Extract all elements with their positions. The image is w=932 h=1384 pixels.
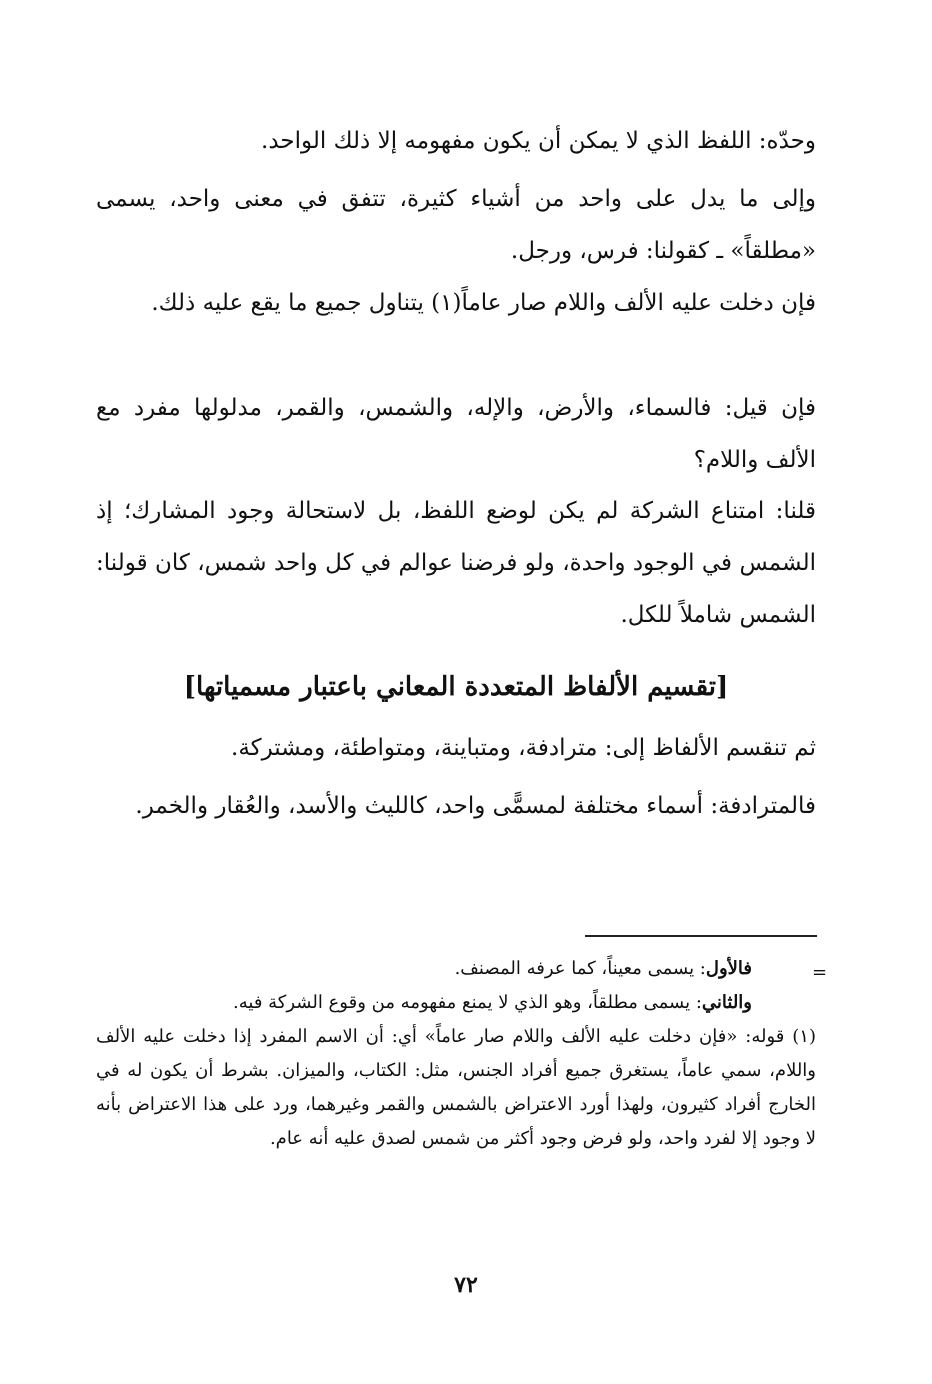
paragraph-text: قلنا: امتناع الشركة لم يكن لوضع اللفظ، بل لاستحالة وجود المشارك؛ إذ الشمس في الوجود واحدة، ولو فرضنا عوالم في كل واحد شمس، كان قولنا: الشمس شاملاً للكل. [96,498,816,628]
paragraph-reply [96,485,816,641]
footnote-text: : يسمى مطلقاً، وهو الذي لا يمنع مفهومه من وقوع الشركة فيه. [233,992,702,1013]
footnote-number: (١) [792,1026,816,1047]
section-heading: [تقسيم الألفاظ المتعددة المعاني باعتبار مسمياتها] [183,672,729,702]
paragraph-mutlaq [96,173,816,277]
paragraph-text: ثم تنقسم الألفاظ إلى: مترادفة، ومتباينة، ومتواطئة، ومشتركة. [231,735,816,761]
footnote-term: فالأول [705,958,752,979]
footnote-text: قوله: «فإن دخلت عليه الألف واللام صار عاماً» أي: أن الاسم المفرد إذا دخلت عليه الألف واللام، سمي عاماً، يستغرق جميع أفراد الجنس، مثل: الكتاب، والميزان. بشرط أن يكون له في الخارج أفراد كثيرون، ولهذا أورد الاعتراض بالشمس والقمر وغيرهما، ورد على هذا الاعتراض بأنه لا وجود إلا لفرد واحد، ولو فرض وجود أكثر من شمس لصدق عليه أنه عام. [96,1026,816,1149]
paragraph-objection [96,382,816,486]
page-number: ٧٢ [454,1272,478,1298]
paragraph-definition [96,115,816,167]
footnotes-block [96,952,816,1156]
paragraph-text: فالمترادفة: أسماء مختلفة لمسمًّى واحد، كالليث والأسد، والعُقار والخمر. [135,793,816,819]
footnote-separator [585,935,817,937]
footnote-continuation-mark: = [812,962,828,983]
footnote-1 [96,1020,816,1156]
paragraph-text: وإلى ما يدل على واحد من أشياء كثيرة، تتفق في معنى واحد، يسمى «مطلقاً» ـ كقولنا: فرس، ورجل. [96,186,816,264]
paragraph-aam [96,277,816,329]
footnote-text: : يسمى معيناً، كما عرفه المصنف. [454,958,706,979]
paragraph-division [96,722,816,774]
footnote-line-second [96,986,816,1020]
footnote-line-first [96,952,816,986]
paragraph-synonyms [96,780,816,832]
footnote-term: والثاني [701,992,752,1013]
paragraph-text: فإن قيل: فالسماء، والأرض، والإله، والشمس، والقمر، مدلولها مفرد مع الألف واللام؟ [96,395,816,473]
paragraph-text: وحدّه: اللفظ الذي لا يمكن أن يكون مفهومه إلا ذلك الواحد. [261,128,816,154]
paragraph-text: فإن دخلت عليه الألف واللام صار عاماً(١) يتناول جميع ما يقع عليه ذلك. [151,290,816,316]
